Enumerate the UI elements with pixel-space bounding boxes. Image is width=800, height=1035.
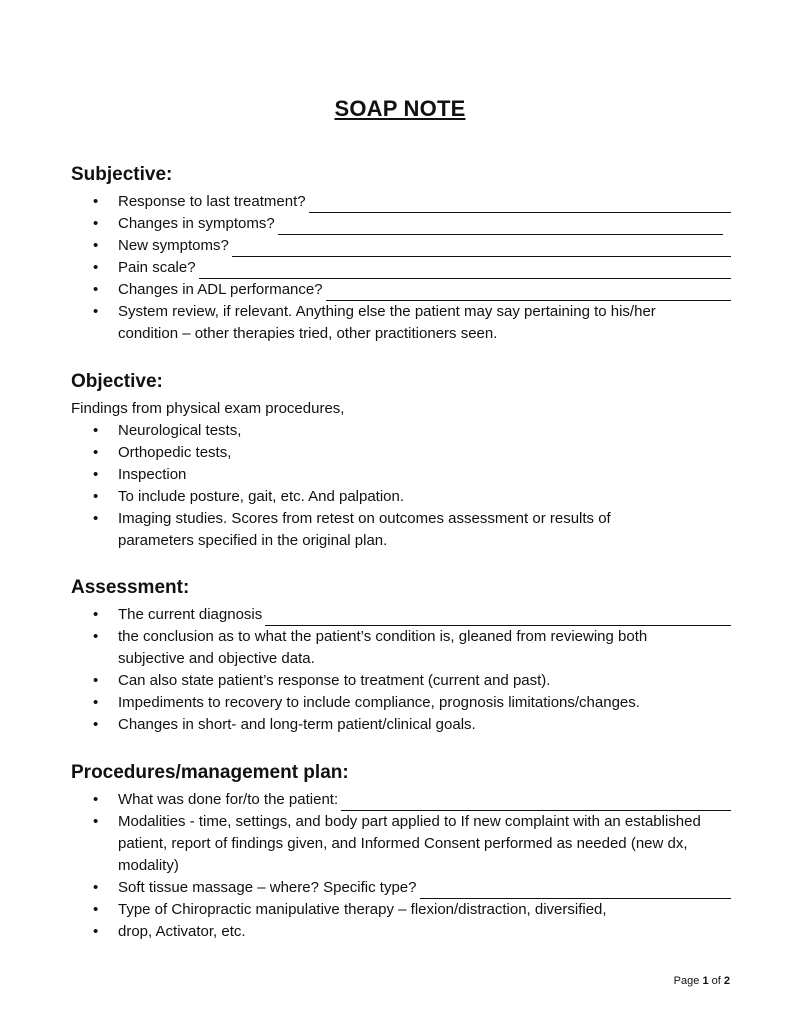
answer-line[interactable] — [341, 795, 731, 811]
item-list — [71, 420, 731, 552]
section-heading: Procedures/management plan: — [71, 762, 349, 783]
list-item — [71, 279, 731, 301]
list-item — [71, 235, 731, 257]
total-pages: 2 — [723, 975, 730, 987]
item-text: • What was done for/to the patient: — [118, 791, 339, 808]
section-intro: Findings from physical exam procedures, — [71, 400, 345, 417]
list-item — [71, 877, 731, 899]
item-text: Type of Chiropractic manipulative therapy – flexion/distraction, diversified, — [118, 901, 607, 918]
current-page: 1 — [702, 975, 709, 987]
list-item — [71, 420, 731, 442]
answer-line[interactable] — [199, 263, 731, 279]
item-text: the conclusion as to what the patient’s condition is, gleaned from reviewing both subjective and objective data. — [118, 628, 648, 667]
item-text: • Pain scale? — [118, 259, 196, 276]
item-text: • The current diagnosis — [118, 606, 263, 623]
answer-line[interactable] — [265, 610, 731, 626]
list-item — [71, 213, 731, 235]
item-text: Impediments to recovery to include compliance, prognosis limitations/changes. — [118, 694, 640, 711]
item-text: To include posture, gait, etc. And palpation. — [118, 488, 405, 505]
list-item — [71, 811, 731, 877]
list-item — [71, 508, 731, 552]
answer-line[interactable] — [309, 197, 731, 213]
item-text: drop, Activator, etc. — [118, 923, 246, 940]
page-number — [600, 975, 730, 987]
list-item — [71, 921, 731, 943]
item-text: System review, if relevant. Anything else the patient may say pertaining to his/her condition – other therapies tried, other practitioners seen. — [118, 303, 656, 342]
item-text: • New symptoms? — [118, 237, 229, 254]
list-item — [71, 301, 731, 345]
page-label: Page — [673, 975, 700, 987]
list-item — [71, 626, 731, 670]
answer-line[interactable] — [420, 883, 732, 899]
section-objective — [71, 370, 731, 552]
item-text: • Soft tissue massage – where? Specific type? — [118, 879, 417, 896]
of-label: of — [711, 975, 721, 987]
list-item — [71, 464, 731, 486]
answer-line[interactable] — [326, 285, 731, 301]
list-item — [71, 486, 731, 508]
section-heading: Assessment: — [71, 577, 190, 598]
item-text: Imaging studies. Scores from retest on outcomes assessment or results of parameters specified in the original plan. — [118, 510, 611, 549]
section-heading: Subjective: — [71, 164, 173, 185]
item-text: Can also state patient’s response to treatment (current and past). — [118, 672, 551, 689]
answer-line[interactable] — [232, 241, 731, 257]
answer-line[interactable] — [278, 219, 723, 235]
list-item — [71, 899, 731, 921]
section-heading: Objective: — [71, 371, 163, 392]
item-text: Inspection — [118, 466, 187, 483]
list-item — [71, 670, 731, 692]
item-text: Neurological tests, — [118, 422, 242, 439]
list-item — [71, 257, 731, 279]
section-plan — [71, 761, 731, 943]
section-subjective — [71, 163, 731, 345]
item-list — [71, 789, 731, 943]
document-title: SOAP NOTE — [334, 96, 466, 121]
list-item — [71, 714, 731, 736]
list-item — [71, 789, 731, 811]
item-text: • Changes in symptoms? — [118, 215, 275, 232]
item-text: Modalities - time, settings, and body part applied to If new complaint with an established patient, report of findings given, and Informed Consent performed as needed (new dx, modality) — [118, 813, 701, 874]
item-list — [71, 604, 731, 736]
item-text: • Changes in ADL performance? — [118, 281, 323, 298]
list-item — [71, 442, 731, 464]
section-assessment — [71, 576, 731, 736]
item-text: Changes in short- and long-term patient/clinical goals. — [118, 716, 476, 733]
item-list — [71, 191, 731, 345]
list-item — [71, 692, 731, 714]
item-text: • Response to last treatment? — [118, 193, 306, 210]
list-item — [71, 191, 731, 213]
item-text: Orthopedic tests, — [118, 444, 232, 461]
list-item — [71, 604, 731, 626]
